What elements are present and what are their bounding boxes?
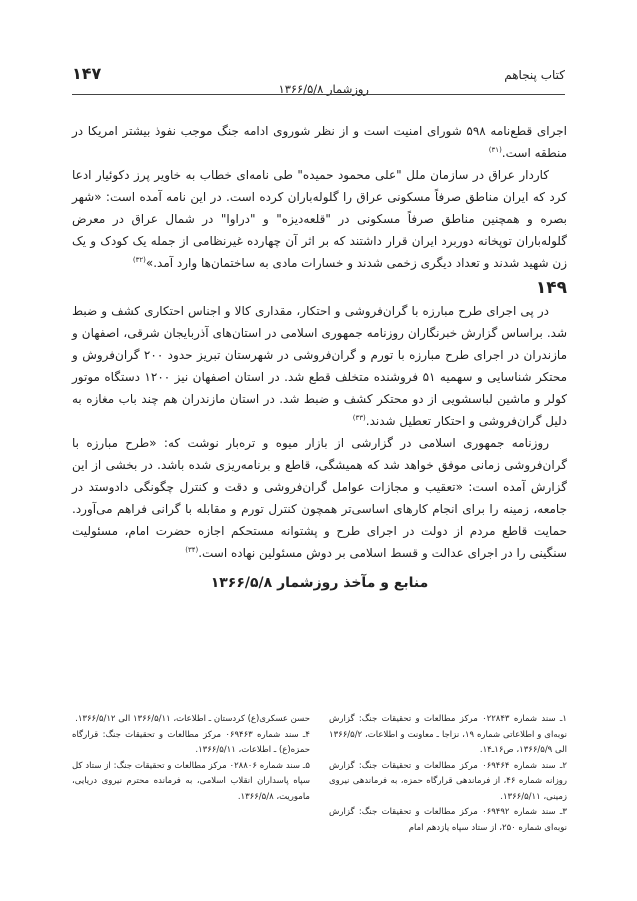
footnote-marker: (۳۴) [185,546,199,554]
paragraph: در پی اجرای طرح مبارزه با گران‌فروشی و احتکار، مقداری کالا و اجناس احتکاری کشف و ضبط شد. براساس گزارش خبرنگاران روزنامه جمهوری اسلامی در استان‌های آذربایجان شرقی، اصفهان و مازندران در اجرای طرح مبارزه با تورم و گران‌فروشی در شهرستان تبریز حدود ۲۰۰ گران‌فروش و محتکر شناسایی و سهمیه ۵۱ فروشنده متخلف قطع شد. در استان اصفهان نیز ۱۲۰۰ دستگاه موتور کولر و ماشین لباسشویی از دو محتکر کشف و ضبط شد. در استان مازندران هم چند باب مغازه به دلیل گران‌فروشی و احتکار تعطیل شدند.$^{(۳۳)}$ [72,304,567,428]
running-header-date: روزشمار ۱۳۶۶/۵/۸ [278,82,369,96]
entry-number: ۱۴۹ [535,278,567,298]
reference-item: ۱ـ سند شماره ۰۲۲۸۴۳ مرکز مطالعات و تحقیقات جنگ: گزارش نوبه‌ای و اطلاعاتی شماره ۱۹، نزاجا ـ معاونت و اطلاعات، ۱۳۶۶/۵/۲ الی ۱۳۶۶/۵/۹، ص۱۶ـ۱۴. [329,714,567,755]
references-right-column [329,712,567,882]
sources-title: منابع و مآخذ روزشمار ۱۳۶۶/۵/۸ [210,575,429,591]
page-number: ۱۴۷ [72,64,102,83]
footnote-marker: (۳۱) [488,146,502,154]
reference-item: حسن عسکری(ع) کردستان ـ اطلاعات، ۱۳۶۶/۵/۱۱ الی ۱۳۶۶/۵/۱۲. [75,714,310,724]
paragraph: اجرای قطع‌نامه ۵۹۸ شورای امنیت است و از نظر شوروی ادامه جنگ موجب نفوذ بیشتر امریکا در منطقه است.$^{(۳۱)}$ [72,124,567,160]
footnote-marker: (۳۳) [352,414,366,422]
footnote-marker: (۳۲) [132,256,146,264]
body-text [72,120,567,600]
reference-item: ۲ـ سند شماره ۰۶۹۴۶۴ مرکز مطالعات و تحقیقات جنگ: گزارش روزانه شماره ۴۶، از فرماندهی قرارگاه حمزه، به فرماندهی نیروی زمینی، ۱۳۶۶/۵/۱۱. [329,760,568,802]
running-header-book-title: کتاب پنجاهم [504,68,565,82]
references-left-column [72,712,310,882]
references [72,712,567,882]
reference-item: ۳ـ سند شماره ۰۶۹۴۹۲ مرکز مطالعات و تحقیقات جنگ: گزارش نوبه‌ای شماره ۲۵۰، از ستاد سپاه یازدهم امام [329,807,567,833]
header-rule [72,94,565,95]
reference-item: ۴ـ سند شماره ۰۶۹۴۶۳ مرکز مطالعات و تحقیقات جنگ: قرارگاه حمزه(ع) ـ اطلاعات، ۱۳۶۶/۵/۱۱. [72,729,310,755]
paragraph: کاردار عراق در سازمان ملل "علی محمود حمیده" طی نامه‌ای خطاب به خاویر پرز دکوئیار ادعا کرد که ایران مناطق صرفاً مسکونی عراق را گلوله‌باران کرده است. در این نامه آمده است: «شهر بصره و همچنین مناطق صرفاً مسکونی در "قلعه‌دیزه" و "دراوا" در شمال عراق در معرض گلوله‌باران توپخانه دوربرد ایران قرار داشتند که بر اثر آن چهارده غیرنظامی از جمله یک کودک و یک زن شهید شدند و تعداد دیگری زخمی شدند و خسارات مادی به ساختمان‌ها وارد آمد.»$^{(۳۲)}$ [72,168,567,270]
reference-item: ۵ـ سند شماره ۰۲۸۸۰۶ مرکز مطالعات و تحقیقات جنگ: از ستاد کل سپاه پاسداران انقلاب اسلامی، به فرمانده محترم نیروی دریایی، ماموریت، ۱۳۶۶/۵/۸. [72,760,310,802]
paragraph: روزنامه جمهوری اسلامی در گزارشی از بازار میوه و تره‌بار نوشت که: «طرح مبارزه با گران‌فروشی زمانی موفق خواهد شد که همیشگی، قاطع و برنامه‌ریزی شده باشد. در بخشی از این گزارش آمده است: «تعقیب و مجازات عوامل گران‌فروشی و دقت و کنترل چگونگی دادوستد در جامعه، زمینه را برای انجام کارهای اساسی‌تر همچون کنترل تورم و مقابله با گرانی فراهم می‌آورد. حمایت قاطع مردم از دولت در اجرای طرح و پشتوانه مستحکم اجازه حضرت امام، مسئولیت سنگینی را در اجرای عدالت و قسط اسلامی بر دوش مسئولین نهاده است.$^{(۳۴)}$ [72,436,567,560]
